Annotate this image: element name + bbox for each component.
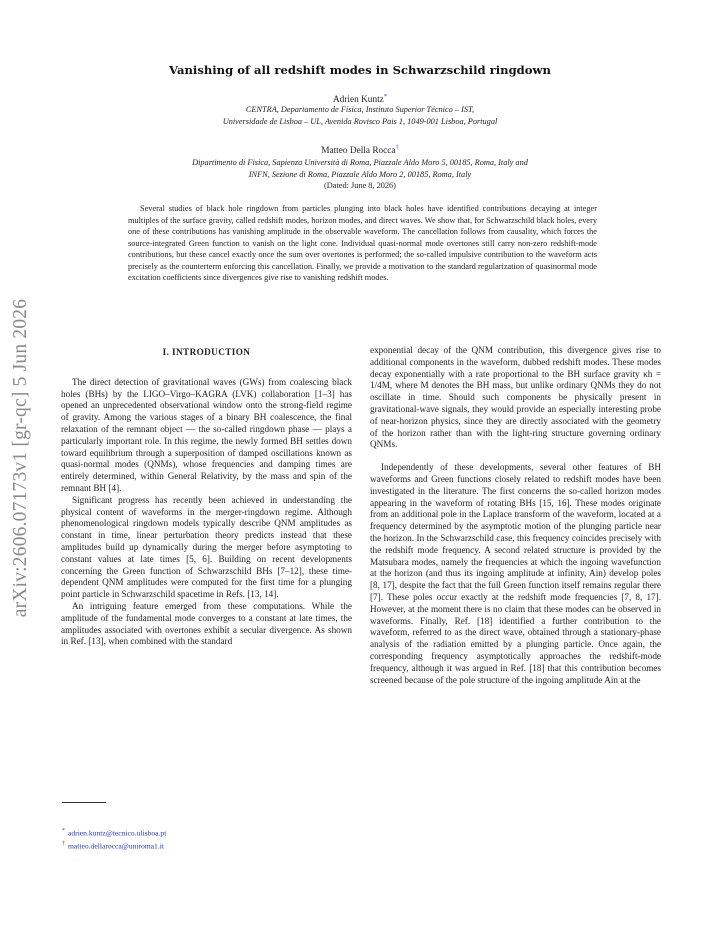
footnote-1-email-link[interactable]: adrien.kuntz@tecnico.ulisboa.pt [68,828,167,838]
paper-title: Vanishing of all redshift modes in Schwarzschild ringdown [169,63,551,77]
author-2-name: Matteo Della Rocca [321,146,396,157]
footnote-2[interactable] [62,839,352,852]
right-column [370,345,661,686]
author-name-2 [60,144,660,156]
author-1-footnote-mark[interactable]: * [383,93,388,100]
dated-line: (Dated: June 8, 2026) [324,181,396,190]
left-paragraph: The direct detection of gravitational waves (GWs) from coalescing black holes (BHs) by the LIGO–Virgo–KAGRA (LVK) collaboration [1–3] has opened an unprecedented observational window onto the strong-field regime of gravity. Among the various stages of a binary BH coalescence, the final relaxation of the remnant object — the so-called ringdown phase — plays a particularly important role. In this regime, the newly formed BH settles down toward equilibrium through a superposition of damped oscillations known as quasi-normal modes (QNMs), whose frequencies and damping times are entirely determined, within General Relativity, by the mass and spin of the remnant BH [4]. [61,376,352,493]
affiliation-line: Dipartimento di Fisica, Sapienza Università di Roma, Piazzale Aldo Moro 5, 00185, Roma, Italy and [192,158,528,167]
arxiv-identifier-stamp: arXiv:2606.07173v1 [gr-qc] 5 Jun 2026 [10,298,31,618]
section-heading-introduction: I. INTRODUCTION [162,347,251,357]
author-1-affiliation [60,104,660,127]
left-paragraph: An intriguing feature emerged from these computations. While the amplitude of the fundamental mode converges to a constant at late times, the amplitudes associated with overtones exhibit a secular divergence. As shown in Ref. [13], when combined with the standard [61,600,352,647]
abstract: Several studies of black hole ringdown from particles plunging into black holes have identified contributions decaying at integer multiples of the surface gravity, called redshift modes, horizon modes, and direct waves. We show that, for Schwarzschild black holes, every one of these contributions has vanishing amplitude in the observable waveform. The cancellation follows from causality, which forces the source-integrated Green function to vanish on the light cone. Individual quasi-normal mode overtones still carry non-zero redshift-mode contributions, but these cancel exactly once the sum over overtones is performed; the so-called impulsive contribution to the waveform acts precisely as the counterterm enforcing this cancellation. Finally, we provide a motivation to the standard regularization of quasinormal mode excitation coefficients since divergences give rise to vanishing redshift modes. [128,204,597,282]
footnotes [62,826,352,852]
affiliation-line: Universidade de Lisboa – UL, Avenida Rovisco Pais 1, 1049-001 Lisboa, Portugal [222,116,498,126]
footnote-rule [62,802,106,803]
affiliation-line: INFN, Sezione di Roma, Piazzale Aldo Moro 2, 00185, Roma, Italy [248,169,472,179]
paragraph-gap [370,451,661,462]
author-2-footnote-mark[interactable]: † [395,144,399,151]
footnote-1[interactable] [62,826,352,839]
footnote-2-mark: † [62,841,65,848]
right-paragraph: Independently of these developments, several other features of BH waveforms and Green functions closely related to redshift modes have been investigated in the literature. The first concerns the so-called horizon modes appearing in the waveform of rotating BHs [15, 16]. These modes originate from an additional pole in the Laplace transform of the waveform, located at a frequency determined by the asymptotic motion of the plunging particle near the horizon. In the Schwarzschild case, this frequency coincides precisely with the redshift mode frequency. A second related structure is provided by the Matsubara modes, namely the frequencies at which the ingoing wavefunction at the horizon (and thus its ingoing amplitude at infinity, Ain) develop poles [8, 17], despite the fact that the full Green function itself remains regular there [7]. These poles occur exactly at the redshift mode frequencies [7, 8, 17]. However, at the moment there is no claim that these modes can be observed in waveforms. Finally, Ref. [18] identified a further contribution to the waveform, referred to as the direct wave, obtained through a stationary-phase analysis of the radiation emitted by a plunging particle. Once again, the corresponding frequency asymptotically approaches the redshift-mode frequency, although it was argued in Ref. [18] that this contribution becomes screened because of the pole structure of the ingoing amplitude Ain at the [370,462,661,685]
author-2-affiliation [60,157,660,180]
author-1-name: Adrien Kuntz [332,95,384,106]
right-paragraph: exponential decay of the QNM contribution, this divergence gives rise to additional components in the waveform, dubbed redshift modes. These modes decay exponentially with a rate proportional to the BH surface gravity κh = 1/4M, where M denotes the BH mass, but unlike ordinary QNMs they do not oscillate in time. Should such components be physically present in gravitational-wave signals, they would provide an especially interesting probe of near-horizon physics, since they are directly associated with the geometry of the horizon rather than with the light-ring structure governing ordinary QNMs. [370,345,661,450]
left-paragraph: Significant progress has recently been achieved in understanding the physical content of waveforms in the merger-ringdown regime. Although phenomenological ringdown models typically describe QNM amplitudes as constant in time, linear perturbation theory predicts instead that these amplitudes build up dynamically during the merger before asymptoting to constant values at late times [5, 6]. Building on recent developments concerning the Green function of Schwarzschild BHs [7–12], these time-dependent QNM amplitudes were computed for the first time for a plunging point particle in Schwarzschild spacetime in Refs. [13, 14]. [61,494,352,600]
affiliation-line: CENTRA, Departamento de Física, Instituto Superior Técnico – IST, [245,105,475,114]
left-column [61,345,352,648]
footnote-1-mark: * [62,828,65,834]
footnote-2-email-link[interactable]: matteo.dellarocca@uniroma1.it [68,841,164,851]
